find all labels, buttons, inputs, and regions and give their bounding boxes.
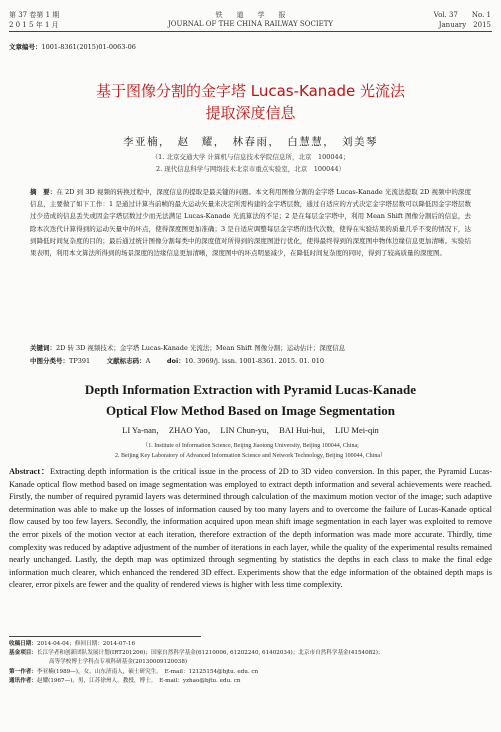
doi-label: doi：: [166, 357, 185, 365]
classification-line: [30, 356, 471, 365]
footnote-received: 收稿日期：2014-04-04；修回日期：2014-07-16: [9, 641, 136, 647]
footnote-funding: 基金项目：长江学者和创新团队发展计划(IRT201206)；国家自然科学基金(61210006, 61202240, 61402034)；北京市自然科学基金(4154082)；: [9, 650, 384, 657]
keywords-cn-label: 关键词：: [30, 344, 56, 352]
abstract-en-text: Extracting depth information is the critical issue in the process of 2D to 3D video conversion. In this paper, the Pyramid Lucas-Kanade optical flow method based on image segmentation was employed to extract depth information and several achievements were reached. Firstly, the number of required pyramid layers was determined through calculation of the maximum motion vector of the image; such adaptive determination was able to make up the losses of information caused by too many layers and to overcome the failure of Lucas-Kanade optical flow caused by too few layers. Secondly, the information acquired upon mean shift image segmentation in each layer was exploited to remove the error pixels of the motion vector at each iteration, therefore extraction of the depth information was made more accurate. Thirdly, time complexity was reduced by adaptive adjustment of the number of iterations in each layer, while the quality of the experimental results remained nearly unchanged. Lastly, the depth map was optimized through segmenting by statistics the depths in each class to make the final edge information much clearer, which enhanced the rendered 3D effect. Experiments show that the edge information of the obtained depth maps is clearer, error pixels are fewer and the quality of rendered views is higher with less time complexity.: [9, 467, 492, 590]
doc-code-value: A: [145, 357, 151, 365]
footnote-corresponding-author: 通讯作者：赵耀(1967—)，男，江苏徐州人，教授，博士。 E-mail：yzhao@bjtu. edu. cn: [9, 677, 241, 684]
affiliation-cn-2: 2. 现代信息科学与网络技术北京市重点实验室，北京 100044）: [155, 165, 346, 173]
article-number-value: 1001-8361(2015)01-0063-06: [41, 43, 136, 51]
abstract-cn: [30, 186, 471, 259]
keywords-cn: [30, 343, 471, 352]
header-volume-en: Vol. 37 No. 1: [433, 11, 491, 19]
keywords-cn-text: 2D 转 3D 视频技术；金字塔 Lucas-Kanade 光流法；Mean Shift 图像分割；运动估计；深度信息: [56, 344, 346, 352]
article-number-label: 文章编号：: [9, 43, 42, 51]
header-rule: [9, 31, 492, 32]
doc-code-label: 文献标志码：: [106, 357, 146, 365]
header-volume-cn: 第 37 卷第 1 期: [9, 11, 60, 19]
abstract-en: [9, 466, 492, 592]
title-en: [0, 379, 501, 421]
title-cn-line2: 提取深度信息: [205, 104, 296, 122]
footnote-rule: [9, 636, 201, 637]
authors-cn: 李亚楠， 赵 耀， 林春雨， 白慧慧， 刘美琴: [123, 136, 378, 148]
abstract-en-label: Abstract：: [9, 467, 50, 476]
header-date-en: January 2015: [438, 21, 491, 29]
clc-label: 中图分类号：: [30, 357, 69, 365]
affiliation-en-1: （1. Institute of Information Science, Beijing Jiaotong University, Beijing 100044, China;: [142, 443, 359, 449]
header-date-cn: 2 0 1 5 年 1 月: [9, 21, 59, 29]
footnote-first-author: 第一作者：李亚楠(1989—)，女，山东济南人，硕士研究生。 E-mail：12125154@bjtu. edu. cn: [9, 668, 259, 675]
abstract-cn-label: 摘 要：: [30, 188, 57, 196]
article-number: [9, 42, 136, 51]
header-journal-en: JOURNAL OF THE CHINA RAILWAY SOCIETY: [168, 20, 333, 28]
header-journal-cn: 铁 道 学 报: [215, 11, 286, 19]
title-en-line2: Optical Flow Method Based on Image Segmentation: [106, 403, 395, 418]
title-en-line1: Depth Information Extraction with Pyramid Lucas-Kanade: [84, 382, 417, 397]
clc-value: TP391: [69, 357, 91, 365]
authors-en: LI Ya-nan， ZHAO Yao， LIN Chun-yu， BAI Hui-hui， LIU Mei-qin: [122, 425, 379, 435]
affiliation-cn-1: （1. 北京交通大学 计算机与信息技术学院信息所，北京 100044；: [151, 153, 350, 161]
doi-value: 10. 3969/j. issn. 1001-8361. 2015. 01. 010: [184, 357, 324, 365]
abstract-cn-text: 在 2D 到 3D 视频的转换过程中，深度信息的提取是最关键的问题。本文利用图像分割的金字塔 Lucas-Kanade 光流法提取 2D 视频中的深度信息，主要做了如下工作：1 是通过计算当前帧的最大运动矢量来决定所需构建的金字塔层数，通过自适应的方式决定金字塔层数可以降低因金字塔层数过少造成的信息丢失或因金字塔层数过少而无法满足 Lucas-Kanade 光流算法的不足；2 是在每层金字塔中，利用 Mean Shift 图像分割后的信息，去除本次迭代计算得到的运动矢量中的坏点，使得深度图更加准确；3 是自适应调整每层金字塔的迭代次数，使得在实验结果的质量几乎不变的情况下，达到降低时间复杂度的目的；最后通过统计图像分割每类中的深度值对所得到的深度图进行优化，使得最终得到的深度图中物体边缘信息更加清晰。实验结果表明，利用本文算法所得到的场景深度的边缘信息更加清晰，深度图中的坏点明显减少，在降低时间复杂度的同时，得到了较高质量的深度图。: [30, 188, 472, 258]
affiliation-en-2: 2. Beijing Key Laboratory of Advanced Information Science and Network Technology, Beijing 100044, China）: [114, 453, 387, 459]
footnote-funding-cont: 高等学校博士学科点专项科研基金(20130009120038): [49, 659, 188, 666]
title-cn-line1: 基于图像分割的金字塔 Lucas-Kanade 光流法: [95, 82, 406, 100]
footnotes: [9, 640, 492, 686]
